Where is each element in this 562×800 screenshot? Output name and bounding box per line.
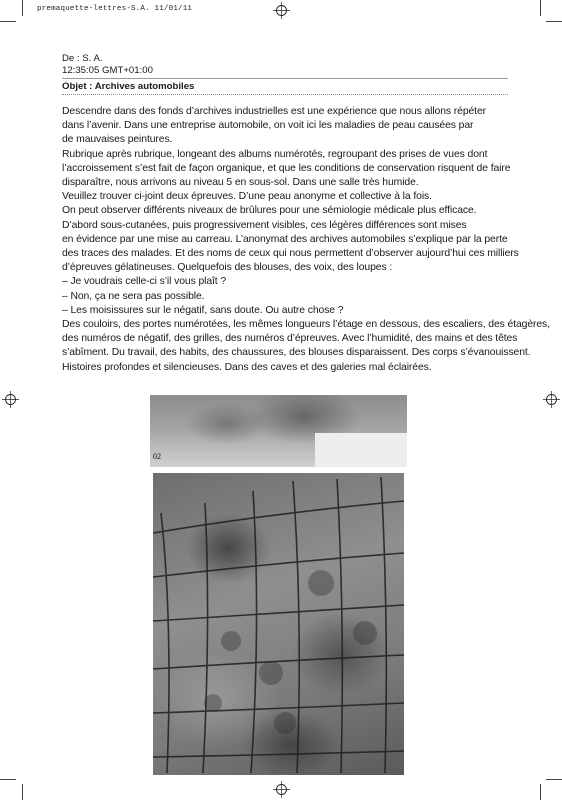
body-line: d’épreuves gélatineuses. Quelquefois des blouses, des voix, des loupes : [62,262,393,274]
body-line: Veuillez trouver ci-joint deux épreuves. D’une peau anonyme et collective à la fois. [62,191,432,203]
body-line: l’accroissement s’est fait de façon organique, et que les conditions de conservation risquent de faire [62,162,511,174]
body-line: Des couloirs, des portes numérotées, les mêmes longueurs l’étage en dessous, des escaliers, des étagères, [62,319,550,331]
body-line: des traces des malades. Et des noms de ceux qui nous permettent d’observer aujourd’hui ces milliers [62,248,519,260]
body-line: – Je voudrais celle-ci s’il vous plaît ? [62,276,227,288]
crop-mark-top-right-v [540,0,541,16]
sender: De : S. A. [62,53,103,64]
crop-mark-top-left-v [22,0,23,16]
body-line: de mauvaises peintures. [62,134,173,146]
body-line: en évidence par une mise au carreau. L’anonymat des archives automobiles s’explique par la perte [62,233,508,245]
crop-mark-top-right [546,21,562,22]
body-line: – Non, ça ne sera pas possible. [62,290,205,302]
body-line: s’abîment. Du travail, des habits, des chaussures, des blouses disparaissent. Des corps s’évanouissent. [62,347,531,359]
photo-neck-background [315,433,407,467]
registration-mark-icon [273,2,290,19]
subject-divider [62,94,508,95]
body-line: Descendre dans des fonds d’archives industrielles est une expérience que nous allons répéter [62,106,487,117]
photo-skin-grid [153,473,404,775]
email-header [62,53,508,77]
photo-neck [150,395,407,467]
body-line: disparaître, nous arrivons au niveau 5 en sous-sol. Dans une salle très humide. [62,177,419,189]
crop-mark-top-left [0,21,16,22]
body-line: On peut observer différents niveaux de brûlures pour une sémiologie médicale plus efficace. [62,205,477,217]
registration-mark-icon [273,781,290,798]
subject-line: Objet : Archives automobiles [62,81,195,92]
body-line: des numéros de négatif, des grilles, des numéros d’épreuves. Avec l’humidité, des mains et des têtes [62,333,518,345]
grid-overlay [153,473,404,775]
header-divider [62,78,508,79]
body-line: dans l’avenir. Dans une entreprise automobile, on voit ici les maladies de peau causées par [62,120,474,132]
body-line: – Les moisissures sur le négatif, sans doute. Ou autre chose ? [62,304,344,316]
slug-line: premaquette-lettres-S.A. 11/01/11 [37,5,193,13]
body-line: D’abord sous-cutanées, puis progressivement visibles, ces légères différences sont mises [62,219,467,231]
crop-mark-bottom-right-v [540,784,541,800]
timestamp: 12:35:05 GMT+01:00 [62,65,153,76]
crop-mark-bottom-left-v [22,784,23,800]
crop-mark-bottom-left [0,779,16,780]
letter-body [62,105,550,375]
crop-mark-bottom-right [546,779,562,780]
body-line: Histoires profondes et silencieuses. Dans des caves et des galeries mal éclairées. [62,361,432,373]
registration-mark-icon [543,391,560,408]
registration-mark-icon [2,391,19,408]
photo-number-label: 02 [153,452,161,461]
body-line: Rubrique après rubrique, longeant des albums numérotés, regroupant des prises de vues dont [62,148,488,160]
